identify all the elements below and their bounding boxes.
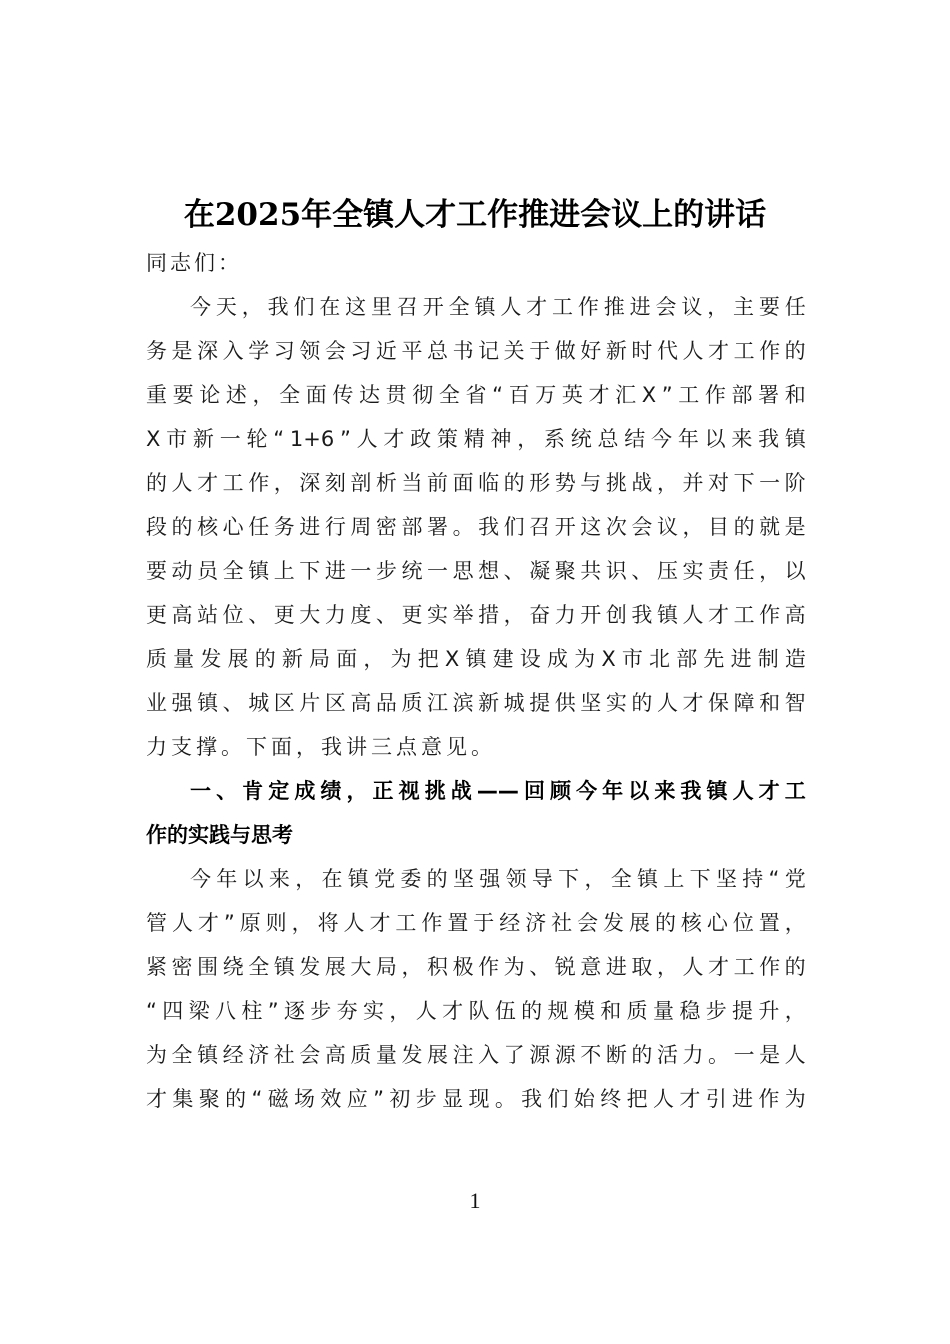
paragraph-2-line-2: 管 人 才 ” 原 则 ， 将 人 才 工 作 置 于 经 济 社 会 发 展 的 核 心 位 置 ， xyxy=(146,911,806,935)
paragraph-1-line-9: 质 量 发 展 的 新 局 面 ， 为 把 X 镇 建 设 成 为 X 市 北 部 先 进 制 造 xyxy=(146,647,806,671)
paragraph-1-line-6: 段 的 核 心 任 务 进 行 周 密 部 署 。 我 们 召 开 这 次 会 议 ， 目 的 就 是 xyxy=(146,515,806,539)
paragraph-1-line-1: 今 天 ， 我 们 在 这 里 召 开 全 镇 人 才 工 作 推 进 会 议 ， 主 要 任 xyxy=(190,295,806,319)
section-heading-1-line-2: 作的实践与思考 xyxy=(146,823,293,847)
paragraph-1-line-2: 务 是 深 入 学 习 领 会 习 近 平 总 书 记 关 于 做 好 新 时 代 人 才 工 作 的 xyxy=(146,339,806,363)
paragraph-2-line-3: 紧 密 围 绕 全 镇 发 展 大 局 ， 积 极 作 为 、 锐 意 进 取 ， 人 才 工 作 的 xyxy=(146,955,806,979)
paragraph-1-line-7: 要 动 员 全 镇 上 下 进 一 步 统 一 思 想 、 凝 聚 共 识 、 压 实 责 任 ， 以 xyxy=(146,559,806,583)
paragraph-2-line-5: 为 全 镇 经 济 社 会 高 质 量 发 展 注 入 了 源 源 不 断 的 活 力 。 一 是 人 xyxy=(146,1043,806,1067)
paragraph-1-line-8: 更 高 站 位 、 更 大 力 度 、 更 实 举 措 ， 奋 力 开 创 我 镇 人 才 工 作 高 xyxy=(146,603,806,627)
paragraph-1-line-4: X 市 新 一 轮 “ 1+6 ” 人 才 政 策 精 神 ， 系 统 总 结 今 年 以 来 我 镇 xyxy=(146,427,806,451)
paragraph-1-line-11: 力支撑。下面，我讲三点意见。 xyxy=(146,735,496,759)
paragraph-1-line-10: 业 强 镇 、 城 区 片 区 高 品 质 江 滨 新 城 提 供 坚 实 的 人 才 保 障 和 智 xyxy=(146,691,806,715)
paragraph-1-line-3: 重 要 论 述 ， 全 面 传 达 贯 彻 全 省 “ 百 万 英 才 汇 X ” 工 作 部 署 和 xyxy=(146,383,806,407)
paragraph-1-line-5: 的 人 才 工 作 ， 深 刻 剖 析 当 前 面 临 的 形 势 与 挑 战 ， 并 对 下 一 阶 xyxy=(146,471,806,495)
paragraph-2-line-6: 才 集 聚 的 “ 磁 场 效 应 ” 初 步 显 现 。 我 们 始 终 把 人 才 引 进 作 为 xyxy=(146,1087,806,1111)
section-heading-1-line-1: 一 、 肯 定 成 绩 ， 正 视 挑 战 —— 回 顾 今 年 以 来 我 镇 人 才 工 xyxy=(190,779,806,803)
document-title: 在2025年全镇人才工作推进会议上的讲话 xyxy=(183,196,767,233)
paragraph-2-line-4: “ 四 梁 八 柱 ” 逐 步 夯 实 ， 人 才 队 伍 的 规 模 和 质 量 稳 步 提 升 ， xyxy=(146,999,806,1023)
page-number: 1 xyxy=(469,1188,481,1213)
greeting: 同志们： xyxy=(146,251,242,275)
paragraph-2-line-1: 今 年 以 来 ， 在 镇 党 委 的 坚 强 领 导 下 ， 全 镇 上 下 坚 持 “ 党 xyxy=(190,867,806,891)
